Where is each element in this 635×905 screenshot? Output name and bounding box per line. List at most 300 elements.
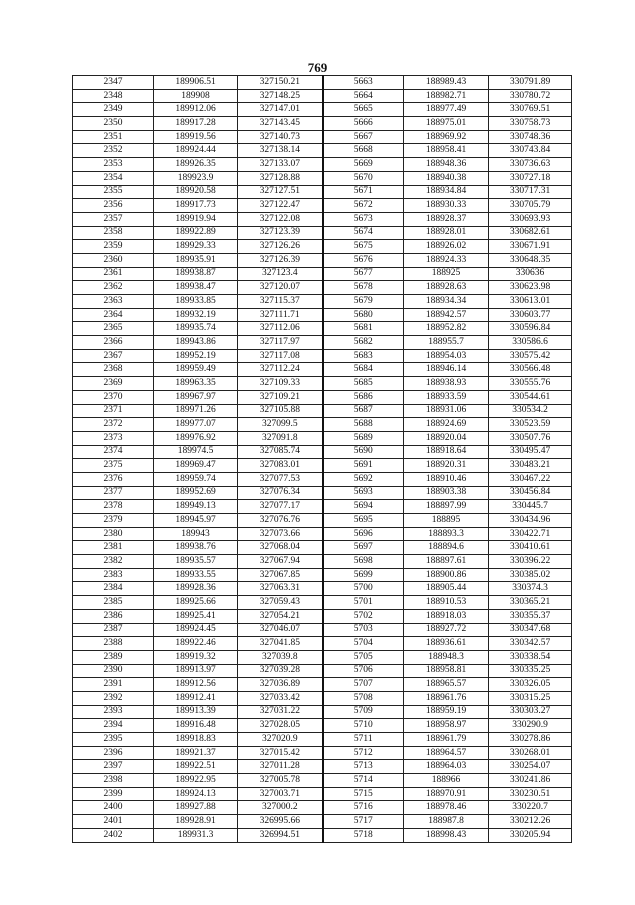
- point-id-left-cell: 2372: [73, 418, 154, 432]
- y-coord-left-cell: 327031.22: [238, 705, 323, 719]
- point-id-left-cell: 2397: [73, 760, 154, 774]
- table-row: [73, 89, 572, 103]
- point-id-left-cell: 2361: [73, 267, 154, 281]
- table-row: [73, 828, 572, 842]
- y-coord-left-cell: 327003.71: [238, 787, 323, 801]
- y-coord-right-cell: 330743.84: [489, 144, 572, 158]
- x-coord-right-cell: 188987.8: [404, 815, 489, 829]
- x-coord-right-cell: 188964.57: [404, 746, 489, 760]
- x-coord-left-cell: 189922.95: [154, 774, 238, 788]
- point-id-right-cell: 5699: [323, 568, 404, 582]
- point-id-right-cell: 5708: [323, 691, 404, 705]
- x-coord-right-cell: 188970.91: [404, 787, 489, 801]
- table-row: [73, 459, 572, 473]
- y-coord-right-cell: 330780.72: [489, 89, 572, 103]
- y-coord-right-cell: 330326.05: [489, 678, 572, 692]
- point-id-right-cell: 5704: [323, 637, 404, 651]
- point-id-left-cell: 2352: [73, 144, 154, 158]
- point-id-left-cell: 2391: [73, 678, 154, 692]
- x-coord-right-cell: 188965.57: [404, 678, 489, 692]
- point-id-right-cell: 5691: [323, 459, 404, 473]
- point-id-left-cell: 2362: [73, 281, 154, 295]
- x-coord-left-cell: 189938.76: [154, 541, 238, 555]
- y-coord-left-cell: 327059.43: [238, 596, 323, 610]
- point-id-left-cell: 2390: [73, 664, 154, 678]
- x-coord-right-cell: 188928.01: [404, 226, 489, 240]
- y-coord-right-cell: 330278.86: [489, 733, 572, 747]
- table-row: [73, 199, 572, 213]
- table-row: [73, 801, 572, 815]
- x-coord-left-cell: 189952.69: [154, 486, 238, 500]
- x-coord-left-cell: 189906.51: [154, 76, 238, 90]
- point-id-left-cell: 2399: [73, 787, 154, 801]
- x-coord-left-cell: 189931.3: [154, 828, 238, 842]
- y-coord-right-cell: 330396.22: [489, 555, 572, 569]
- point-id-left-cell: 2377: [73, 486, 154, 500]
- x-coord-left-cell: 189969.47: [154, 459, 238, 473]
- x-coord-right-cell: 188975.01: [404, 117, 489, 131]
- point-id-right-cell: 5698: [323, 555, 404, 569]
- y-coord-left-cell: 327011.28: [238, 760, 323, 774]
- point-id-left-cell: 2350: [73, 117, 154, 131]
- y-coord-left-cell: 327039.8: [238, 650, 323, 664]
- y-coord-left-cell: 326995.66: [238, 815, 323, 829]
- point-id-left-cell: 2395: [73, 733, 154, 747]
- y-coord-left-cell: 327041.85: [238, 637, 323, 651]
- table-row: [73, 404, 572, 418]
- y-coord-left-cell: 327122.08: [238, 212, 323, 226]
- x-coord-right-cell: 188978.46: [404, 801, 489, 815]
- point-id-right-cell: 5717: [323, 815, 404, 829]
- x-coord-right-cell: 188897.99: [404, 500, 489, 514]
- point-id-left-cell: 2354: [73, 171, 154, 185]
- table-row: [73, 117, 572, 131]
- x-coord-right-cell: 188998.43: [404, 828, 489, 842]
- y-coord-left-cell: 327112.06: [238, 322, 323, 336]
- point-id-left-cell: 2365: [73, 322, 154, 336]
- point-id-left-cell: 2363: [73, 295, 154, 309]
- point-id-left-cell: 2388: [73, 637, 154, 651]
- x-coord-right-cell: 188920.31: [404, 459, 489, 473]
- y-coord-left-cell: 326994.51: [238, 828, 323, 842]
- y-coord-left-cell: 327147.01: [238, 103, 323, 117]
- y-coord-left-cell: 327015.42: [238, 746, 323, 760]
- table-row: [73, 705, 572, 719]
- y-coord-left-cell: 327091.8: [238, 431, 323, 445]
- point-id-right-cell: 5693: [323, 486, 404, 500]
- point-id-right-cell: 5677: [323, 267, 404, 281]
- x-coord-right-cell: 188961.76: [404, 691, 489, 705]
- y-coord-left-cell: 327123.39: [238, 226, 323, 240]
- table-row: [73, 308, 572, 322]
- point-id-left-cell: 2348: [73, 89, 154, 103]
- point-id-right-cell: 5686: [323, 390, 404, 404]
- x-coord-left-cell: 189927.88: [154, 801, 238, 815]
- x-coord-right-cell: 188961.79: [404, 733, 489, 747]
- point-id-right-cell: 5687: [323, 404, 404, 418]
- y-coord-left-cell: 327138.14: [238, 144, 323, 158]
- y-coord-left-cell: 327085.74: [238, 445, 323, 459]
- point-id-right-cell: 5707: [323, 678, 404, 692]
- y-coord-left-cell: 327143.45: [238, 117, 323, 131]
- point-id-right-cell: 5695: [323, 514, 404, 528]
- point-id-left-cell: 2396: [73, 746, 154, 760]
- x-coord-right-cell: 188954.03: [404, 349, 489, 363]
- y-coord-right-cell: 330705.79: [489, 199, 572, 213]
- y-coord-left-cell: 327126.26: [238, 240, 323, 254]
- x-coord-right-cell: 188964.03: [404, 760, 489, 774]
- x-coord-left-cell: 189919.56: [154, 130, 238, 144]
- y-coord-left-cell: 327005.78: [238, 774, 323, 788]
- point-id-right-cell: 5718: [323, 828, 404, 842]
- y-coord-right-cell: 330586.6: [489, 336, 572, 350]
- table-row: [73, 650, 572, 664]
- y-coord-left-cell: 327054.21: [238, 609, 323, 623]
- table-row: [73, 431, 572, 445]
- point-id-right-cell: 5690: [323, 445, 404, 459]
- point-id-right-cell: 5672: [323, 199, 404, 213]
- point-id-left-cell: 2376: [73, 472, 154, 486]
- x-coord-right-cell: 188920.04: [404, 431, 489, 445]
- point-id-right-cell: 5668: [323, 144, 404, 158]
- y-coord-right-cell: 330303.27: [489, 705, 572, 719]
- point-id-right-cell: 5716: [323, 801, 404, 815]
- point-id-right-cell: 5689: [323, 431, 404, 445]
- point-id-right-cell: 5684: [323, 363, 404, 377]
- table-row: [73, 418, 572, 432]
- y-coord-right-cell: 330791.89: [489, 76, 572, 90]
- y-coord-right-cell: 330682.61: [489, 226, 572, 240]
- y-coord-left-cell: 327067.85: [238, 568, 323, 582]
- table-row: [73, 555, 572, 569]
- y-coord-left-cell: 327111.71: [238, 308, 323, 322]
- x-coord-left-cell: 189918.83: [154, 733, 238, 747]
- point-id-left-cell: 2356: [73, 199, 154, 213]
- table-row: [73, 130, 572, 144]
- y-coord-right-cell: 330365.21: [489, 596, 572, 610]
- x-coord-left-cell: 189932.19: [154, 308, 238, 322]
- x-coord-right-cell: 188895: [404, 514, 489, 528]
- x-coord-left-cell: 189924.44: [154, 144, 238, 158]
- table-row: [73, 815, 572, 829]
- y-coord-left-cell: 327068.04: [238, 541, 323, 555]
- table-row: [73, 472, 572, 486]
- y-coord-left-cell: 327109.33: [238, 377, 323, 391]
- point-id-left-cell: 2357: [73, 212, 154, 226]
- y-coord-right-cell: 330523.59: [489, 418, 572, 432]
- table-row: [73, 637, 572, 651]
- y-coord-left-cell: 327073.66: [238, 527, 323, 541]
- y-coord-left-cell: 327036.89: [238, 678, 323, 692]
- x-coord-left-cell: 189928.91: [154, 815, 238, 829]
- y-coord-right-cell: 330467.22: [489, 472, 572, 486]
- x-coord-right-cell: 188900.86: [404, 568, 489, 582]
- x-coord-left-cell: 189912.41: [154, 691, 238, 705]
- point-id-right-cell: 5683: [323, 349, 404, 363]
- x-coord-left-cell: 189977.07: [154, 418, 238, 432]
- table-row: [73, 185, 572, 199]
- y-coord-right-cell: 330385.02: [489, 568, 572, 582]
- point-id-right-cell: 5664: [323, 89, 404, 103]
- x-coord-right-cell: 188924.33: [404, 253, 489, 267]
- point-id-right-cell: 5700: [323, 582, 404, 596]
- y-coord-left-cell: 327120.07: [238, 281, 323, 295]
- y-coord-right-cell: 330315.25: [489, 691, 572, 705]
- y-coord-left-cell: 327028.05: [238, 719, 323, 733]
- y-coord-right-cell: 330268.01: [489, 746, 572, 760]
- point-id-right-cell: 5706: [323, 664, 404, 678]
- table-row: [73, 691, 572, 705]
- x-coord-left-cell: 189959.74: [154, 472, 238, 486]
- point-id-left-cell: 2401: [73, 815, 154, 829]
- x-coord-left-cell: 189935.91: [154, 253, 238, 267]
- point-id-left-cell: 2367: [73, 349, 154, 363]
- point-id-left-cell: 2400: [73, 801, 154, 815]
- point-id-left-cell: 2349: [73, 103, 154, 117]
- coordinate-table: [72, 75, 572, 843]
- x-coord-left-cell: 189974.5: [154, 445, 238, 459]
- point-id-right-cell: 5701: [323, 596, 404, 610]
- y-coord-right-cell: 330342.57: [489, 637, 572, 651]
- point-id-right-cell: 5676: [323, 253, 404, 267]
- table-row: [73, 664, 572, 678]
- y-coord-right-cell: 330544.61: [489, 390, 572, 404]
- y-coord-left-cell: 327105.88: [238, 404, 323, 418]
- y-coord-right-cell: 330648.35: [489, 253, 572, 267]
- x-coord-right-cell: 188930.33: [404, 199, 489, 213]
- point-id-left-cell: 2387: [73, 623, 154, 637]
- point-id-right-cell: 5692: [323, 472, 404, 486]
- point-id-right-cell: 5674: [323, 226, 404, 240]
- x-coord-left-cell: 189917.28: [154, 117, 238, 131]
- x-coord-right-cell: 188934.84: [404, 185, 489, 199]
- y-coord-left-cell: 327067.94: [238, 555, 323, 569]
- point-id-right-cell: 5705: [323, 650, 404, 664]
- x-coord-right-cell: 188903.38: [404, 486, 489, 500]
- point-id-left-cell: 2384: [73, 582, 154, 596]
- x-coord-right-cell: 188958.41: [404, 144, 489, 158]
- x-coord-right-cell: 188955.7: [404, 336, 489, 350]
- y-coord-right-cell: 330410.61: [489, 541, 572, 555]
- y-coord-left-cell: 327039.28: [238, 664, 323, 678]
- y-coord-right-cell: 330693.93: [489, 212, 572, 226]
- x-coord-left-cell: 189922.51: [154, 760, 238, 774]
- table-row: [73, 390, 572, 404]
- y-coord-right-cell: 330555.76: [489, 377, 572, 391]
- point-id-left-cell: 2347: [73, 76, 154, 90]
- table-row: [73, 267, 572, 281]
- x-coord-right-cell: 188928.37: [404, 212, 489, 226]
- table-row: [73, 746, 572, 760]
- point-id-right-cell: 5697: [323, 541, 404, 555]
- point-id-right-cell: 5666: [323, 117, 404, 131]
- x-coord-left-cell: 189908: [154, 89, 238, 103]
- table-row: [73, 774, 572, 788]
- point-id-left-cell: 2381: [73, 541, 154, 555]
- point-id-right-cell: 5715: [323, 787, 404, 801]
- y-coord-left-cell: 327000.2: [238, 801, 323, 815]
- point-id-right-cell: 5670: [323, 171, 404, 185]
- point-id-right-cell: 5703: [323, 623, 404, 637]
- x-coord-left-cell: 189933.85: [154, 295, 238, 309]
- x-coord-left-cell: 189935.74: [154, 322, 238, 336]
- table-row: [73, 144, 572, 158]
- x-coord-left-cell: 189967.97: [154, 390, 238, 404]
- point-id-right-cell: 5669: [323, 158, 404, 172]
- point-id-right-cell: 5710: [323, 719, 404, 733]
- table-row: [73, 212, 572, 226]
- x-coord-right-cell: 188948.36: [404, 158, 489, 172]
- point-id-left-cell: 2364: [73, 308, 154, 322]
- point-id-right-cell: 5682: [323, 336, 404, 350]
- x-coord-left-cell: 189922.89: [154, 226, 238, 240]
- y-coord-right-cell: 330613.01: [489, 295, 572, 309]
- point-id-right-cell: 5663: [323, 76, 404, 90]
- point-id-left-cell: 2393: [73, 705, 154, 719]
- x-coord-right-cell: 188918.03: [404, 609, 489, 623]
- point-id-right-cell: 5679: [323, 295, 404, 309]
- x-coord-right-cell: 188966: [404, 774, 489, 788]
- y-coord-right-cell: 330212.26: [489, 815, 572, 829]
- y-coord-right-cell: 330717.31: [489, 185, 572, 199]
- table-row: [73, 363, 572, 377]
- x-coord-left-cell: 189913.39: [154, 705, 238, 719]
- y-coord-right-cell: 330758.73: [489, 117, 572, 131]
- table-row: [73, 609, 572, 623]
- y-coord-right-cell: 330507.76: [489, 431, 572, 445]
- y-coord-left-cell: 327076.34: [238, 486, 323, 500]
- x-coord-right-cell: 188958.97: [404, 719, 489, 733]
- point-id-left-cell: 2378: [73, 500, 154, 514]
- x-coord-left-cell: 189924.45: [154, 623, 238, 637]
- y-coord-left-cell: 327128.88: [238, 171, 323, 185]
- y-coord-left-cell: 327127.51: [238, 185, 323, 199]
- point-id-right-cell: 5688: [323, 418, 404, 432]
- x-coord-left-cell: 189926.35: [154, 158, 238, 172]
- point-id-right-cell: 5680: [323, 308, 404, 322]
- y-coord-left-cell: 327133.07: [238, 158, 323, 172]
- x-coord-left-cell: 189938.47: [154, 281, 238, 295]
- y-coord-right-cell: 330338.54: [489, 650, 572, 664]
- x-coord-left-cell: 189943.86: [154, 336, 238, 350]
- table-row: [73, 527, 572, 541]
- table-row: [73, 760, 572, 774]
- y-coord-left-cell: 327063.31: [238, 582, 323, 596]
- point-id-right-cell: 5711: [323, 733, 404, 747]
- x-coord-right-cell: 188924.69: [404, 418, 489, 432]
- x-coord-right-cell: 188938.93: [404, 377, 489, 391]
- y-coord-right-cell: 330636: [489, 267, 572, 281]
- table-row: [73, 486, 572, 500]
- point-id-left-cell: 2369: [73, 377, 154, 391]
- y-coord-right-cell: 330220.7: [489, 801, 572, 815]
- y-coord-left-cell: 327083.01: [238, 459, 323, 473]
- x-coord-left-cell: 189912.06: [154, 103, 238, 117]
- y-coord-left-cell: 327020.9: [238, 733, 323, 747]
- x-coord-right-cell: 188948.3: [404, 650, 489, 664]
- y-coord-left-cell: 327117.08: [238, 349, 323, 363]
- x-coord-right-cell: 188925: [404, 267, 489, 281]
- point-id-left-cell: 2386: [73, 609, 154, 623]
- x-coord-left-cell: 189938.87: [154, 267, 238, 281]
- x-coord-left-cell: 189928.36: [154, 582, 238, 596]
- point-id-left-cell: 2368: [73, 363, 154, 377]
- point-id-left-cell: 2373: [73, 431, 154, 445]
- x-coord-left-cell: 189919.32: [154, 650, 238, 664]
- point-id-left-cell: 2353: [73, 158, 154, 172]
- point-id-right-cell: 5694: [323, 500, 404, 514]
- x-coord-right-cell: 188933.59: [404, 390, 489, 404]
- point-id-right-cell: 5665: [323, 103, 404, 117]
- x-coord-left-cell: 189935.57: [154, 555, 238, 569]
- point-id-right-cell: 5696: [323, 527, 404, 541]
- point-id-left-cell: 2385: [73, 596, 154, 610]
- coordinate-table-body: [73, 76, 572, 843]
- point-id-left-cell: 2370: [73, 390, 154, 404]
- table-row: [73, 582, 572, 596]
- x-coord-left-cell: 189912.56: [154, 678, 238, 692]
- table-row: [73, 295, 572, 309]
- x-coord-left-cell: 189919.94: [154, 212, 238, 226]
- table-row: [73, 541, 572, 555]
- table-row: [73, 336, 572, 350]
- x-coord-right-cell: 188952.82: [404, 322, 489, 336]
- table-row: [73, 103, 572, 117]
- x-coord-right-cell: 188969.92: [404, 130, 489, 144]
- y-coord-right-cell: 330483.21: [489, 459, 572, 473]
- point-id-left-cell: 2360: [73, 253, 154, 267]
- point-id-left-cell: 2389: [73, 650, 154, 664]
- table-row: [73, 719, 572, 733]
- x-coord-right-cell: 188959.19: [404, 705, 489, 719]
- x-coord-left-cell: 189959.49: [154, 363, 238, 377]
- y-coord-left-cell: 327150.21: [238, 76, 323, 90]
- point-id-right-cell: 5709: [323, 705, 404, 719]
- table-row: [73, 623, 572, 637]
- table-row: [73, 514, 572, 528]
- y-coord-right-cell: 330736.63: [489, 158, 572, 172]
- point-id-right-cell: 5702: [323, 609, 404, 623]
- x-coord-left-cell: 189913.97: [154, 664, 238, 678]
- y-coord-right-cell: 330456.84: [489, 486, 572, 500]
- x-coord-right-cell: 188910.46: [404, 472, 489, 486]
- page-number: 769: [307, 60, 328, 75]
- x-coord-right-cell: 188905.44: [404, 582, 489, 596]
- point-id-left-cell: 2398: [73, 774, 154, 788]
- point-id-right-cell: 5685: [323, 377, 404, 391]
- point-id-right-cell: 5712: [323, 746, 404, 760]
- y-coord-right-cell: 330422.71: [489, 527, 572, 541]
- y-coord-right-cell: 330374.3: [489, 582, 572, 596]
- x-coord-right-cell: 188958.81: [404, 664, 489, 678]
- y-coord-left-cell: 327046.07: [238, 623, 323, 637]
- y-coord-right-cell: 330596.84: [489, 322, 572, 336]
- x-coord-left-cell: 189920.58: [154, 185, 238, 199]
- y-coord-right-cell: 330347.68: [489, 623, 572, 637]
- y-coord-left-cell: 327122.47: [238, 199, 323, 213]
- x-coord-left-cell: 189933.55: [154, 568, 238, 582]
- x-coord-right-cell: 188946.14: [404, 363, 489, 377]
- x-coord-left-cell: 189916.48: [154, 719, 238, 733]
- x-coord-left-cell: 189971.26: [154, 404, 238, 418]
- y-coord-right-cell: 330355.37: [489, 609, 572, 623]
- point-id-left-cell: 2392: [73, 691, 154, 705]
- point-id-right-cell: 5713: [323, 760, 404, 774]
- point-id-left-cell: 2394: [73, 719, 154, 733]
- point-id-right-cell: 5681: [323, 322, 404, 336]
- y-coord-left-cell: 327140.73: [238, 130, 323, 144]
- table-row: [73, 240, 572, 254]
